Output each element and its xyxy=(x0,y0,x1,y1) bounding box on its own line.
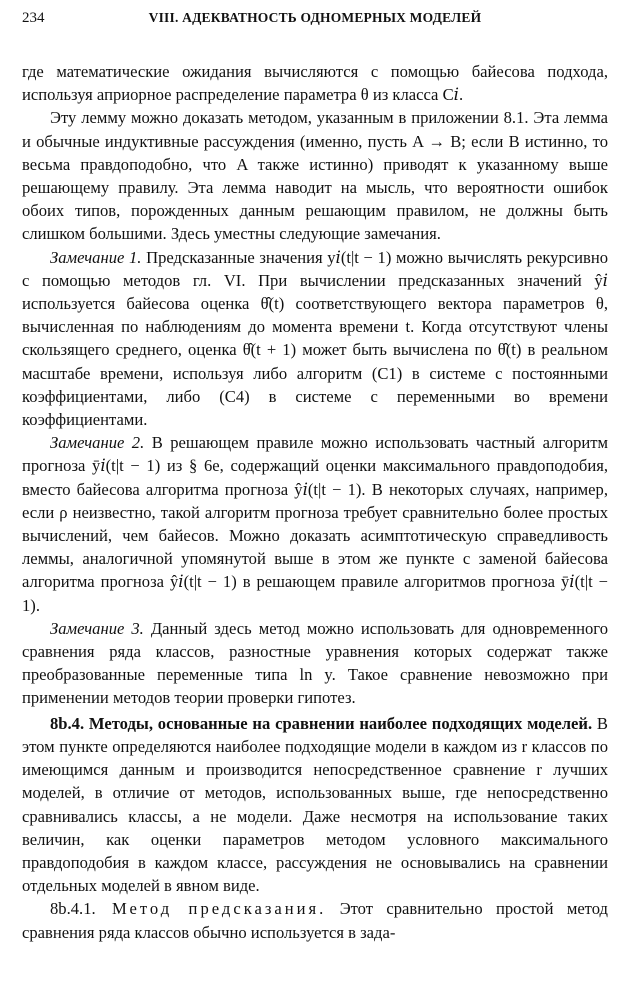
body-text xyxy=(22,60,608,944)
remark-3 xyxy=(22,617,608,710)
subsection-8b41-title: Метод предсказания. xyxy=(95,899,327,919)
remark-2-label: Замечание 2. xyxy=(50,433,145,453)
remark-1-label: Замечание 1. xyxy=(50,247,142,267)
page-header xyxy=(22,4,608,32)
subsection-8b41 xyxy=(22,897,608,943)
remark-2-text: В решающем правиле можно использовать частный алгоритм прогноза ȳ𝑖(t|t − 1) из § 6е, содержащий оценки максимального правдоподобия, вместо байесова алгоритма прогноза ŷ𝑖(t|t − 1). В некоторых случаях, например, если ρ неизвестно, такой алгоритм прогноза требует сравнительно более простых вычислений, чем байесов. Можно доказать асимптотическую справедливость леммы, аналогичной упомянутой выше в этом же пункте с заменой байесова алгоритма прогноза ŷ𝑖(t|t − 1) в решающем правиле алгоритмов прогноза ȳ𝑖(t|t − 1). xyxy=(22,433,608,615)
remark-1-text: Предсказанные значения y𝑖(t|t − 1) можно вычислять рекурсивно с помощью методов гл. VI. При вычислении предсказанных значений ŷ𝑖 используется байесова оценка θ̂(t) соответствующего вектора параметров θ, вычисленная по наблюдениям до момента времени t. Когда отсутствуют члены скользящего среднего, оценка θ̂(t + 1) может быть вычислена по θ̂(t) в реальном масштабе времени, используя либо алгоритм (C1) в системе с постоянными коэффициентами, либо (C4) в системе с переменными во времени коэффициентами. xyxy=(22,247,608,430)
section-8b4-title: 8b.4. Методы, основанные на сравнении наиболее подходящих моделей. xyxy=(50,713,593,733)
page-number: 234 xyxy=(22,10,45,26)
remark-3-label: Замечание 3. xyxy=(50,618,144,638)
remark-3-text: Данный здесь метод можно использовать для одновременного сравнения ряда классов, разностные уравнения которых содержат также преобразованные переменные типа ln y. Такое сравнение невозможно при применении методов теории проверки гипотез. xyxy=(22,618,608,708)
section-8b4-text: В этом пункте определяются наиболее подходящие модели в каждом из r классов по имеющимся данным и производится непосредственное сравнение r лучших моделей, в отличие от методов, использованных выше, где непосредственно сравнивались классы, а не модели. Даже несмотря на использование таких величин, как оценки параметров методом условного максимального правдоподобия в каждом классе, рассуждения не основывались на сравнении отдельных моделей в явном виде. xyxy=(22,713,609,896)
paragraph-1: где математические ожидания вычисляются с помощью байесова подхода, используя априорное распределение параметра θ из класса C𝑖. xyxy=(22,62,608,105)
section-8b4 xyxy=(22,712,608,898)
paragraph-2: Эту лемму можно доказать методом, указанным в приложении 8.1. Эта лемма и обычные индуктивные рассуждения (именно, пусть A → B; если B истинно, то весьма правдоподобно, что A также истинно) приводят к указанному выше решающему правилу. Эта лемма наводит на мысль, что вероятности ошибок обоих типов, порожденных данным решающим правилом, не должны быть слишком большими. Здесь уместны следующие замечания. xyxy=(22,108,608,244)
remark-2 xyxy=(22,431,608,617)
remark-1 xyxy=(22,246,608,432)
running-head: VIII. АДЕКВАТНОСТЬ ОДНОМЕРНЫХ МОДЕЛЕЙ xyxy=(148,10,482,25)
subsection-8b41-text: Этот сравнительно простой метод сравнения ряда классов обычно используется в зада- xyxy=(22,899,608,942)
subsection-8b41-number: 8b.4.1. xyxy=(50,899,96,919)
